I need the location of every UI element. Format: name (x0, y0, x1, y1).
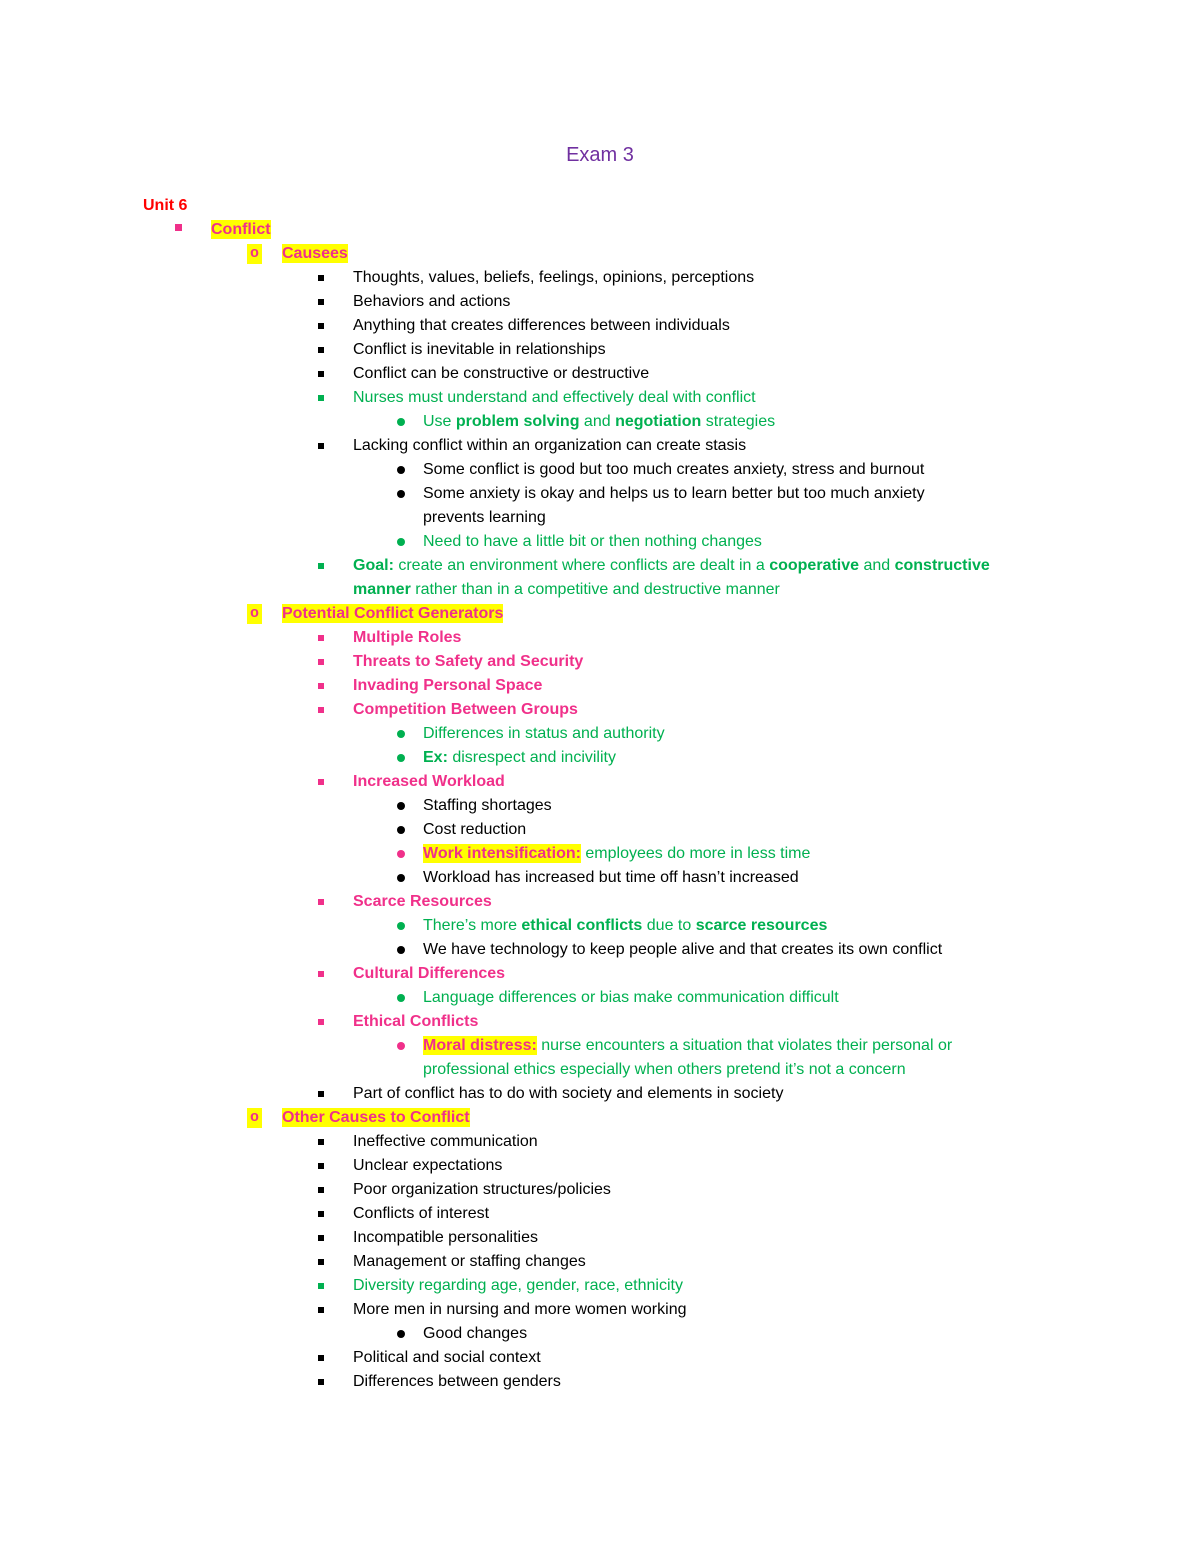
dot-bullet-icon (397, 802, 405, 810)
list-item (0, 1154, 1200, 1178)
item-text-bold: constructive (894, 557, 990, 574)
item-text: Language differences or bias make communication difficult (423, 989, 839, 1006)
square-bullet-icon (318, 1139, 324, 1145)
dot-bullet-icon (397, 754, 405, 762)
item-text: Management or staffing changes (353, 1253, 586, 1270)
list-item (0, 1346, 1200, 1370)
item-text: Unclear expectations (353, 1157, 503, 1174)
item-text-bold: Goal: (353, 557, 394, 574)
list-item (0, 1202, 1200, 1226)
square-bullet-icon (175, 224, 182, 231)
item-text: There’s more (423, 917, 522, 934)
sub-list-item (0, 746, 1200, 770)
sub-list-item (0, 1034, 1200, 1058)
dot-bullet-icon (397, 490, 405, 498)
square-bullet-icon (318, 1307, 324, 1313)
square-bullet-icon (318, 443, 324, 449)
list-item (0, 1370, 1200, 1394)
item-text: Ineffective communication (353, 1133, 538, 1150)
list-item (0, 290, 1200, 314)
item-text: Political and social context (353, 1349, 541, 1366)
item-text-bold: Ethical Conflicts (353, 1013, 479, 1030)
item-text: Good changes (423, 1325, 528, 1342)
item-text: Diversity regarding age, gender, race, ethnicity (353, 1277, 683, 1294)
square-bullet-icon (318, 899, 324, 905)
item-text-bold: Multiple Roles (353, 629, 462, 646)
list-item (0, 1274, 1200, 1298)
item-text-bold: scarce resources (695, 917, 828, 934)
dot-bullet-icon (397, 874, 405, 882)
sub-list-item (0, 986, 1200, 1010)
sub-list-item (0, 842, 1200, 866)
sub-list-item (0, 818, 1200, 842)
item-text: Conflicts of interest (353, 1205, 490, 1222)
subtopic-label: Potential Conflict Generators (282, 605, 504, 622)
item-text: Staffing shortages (423, 797, 552, 814)
sub-list-item (0, 458, 1200, 482)
item-text: Differences in status and authority (423, 725, 665, 742)
list-item-continued (0, 578, 1200, 602)
item-text-bold: cooperative (769, 557, 860, 574)
dot-bullet-icon (397, 922, 405, 930)
sub-list-item (0, 914, 1200, 938)
square-bullet-icon (318, 563, 324, 569)
item-text: Part of conflict has to do with society and elements in society (353, 1085, 784, 1102)
list-item (0, 386, 1200, 410)
sub-list-item (0, 1322, 1200, 1346)
list-item (0, 1250, 1200, 1274)
dot-bullet-icon (397, 1330, 405, 1338)
item-text: Anything that creates differences between individuals (353, 317, 730, 334)
item-text-bold: Competition Between Groups (353, 701, 578, 718)
sub-list-item-continued (0, 1058, 1200, 1082)
item-text: Nurses must understand and effectively deal with conflict (353, 389, 756, 406)
dot-bullet-icon (397, 994, 405, 1002)
item-text: prevents learning (423, 509, 546, 526)
list-item (0, 266, 1200, 290)
list-item (0, 1298, 1200, 1322)
item-text: Poor organization structures/policies (353, 1181, 611, 1198)
square-bullet-icon (318, 1379, 324, 1385)
term-highlight: Work intensification: (423, 845, 581, 862)
item-text: Workload has increased but time off hasn’t increased (423, 869, 799, 886)
o-bullet-marker: o (247, 244, 262, 264)
item-text: Need to have a little bit or then nothing changes (423, 533, 762, 550)
sub-list-item (0, 938, 1200, 962)
topic-label: Conflict (211, 221, 271, 238)
list-item (0, 674, 1200, 698)
square-bullet-icon (318, 707, 324, 713)
list-item (0, 434, 1200, 458)
list-item (0, 626, 1200, 650)
item-text-bold: manner (353, 581, 411, 598)
list-item (0, 1010, 1200, 1034)
square-bullet-icon (318, 1211, 324, 1217)
item-text: employees do more in less time (580, 845, 811, 862)
dot-bullet-icon (397, 1042, 405, 1050)
list-item (0, 1130, 1200, 1154)
item-text-bold: negotiation (615, 413, 702, 430)
item-text: rather than in a competitive and destructive manner (410, 581, 780, 598)
subtopic-label: Other Causes to Conflict (282, 1109, 470, 1126)
topic-conflict (0, 218, 1200, 242)
item-text: More men in nursing and more women working (353, 1301, 687, 1318)
item-text-bold: Threats to Safety and Security (353, 653, 584, 670)
item-text: Lacking conflict within an organization can create stasis (353, 437, 747, 454)
item-text: strategies (701, 413, 776, 430)
term-highlight: Moral distress: (423, 1037, 537, 1054)
subtopic-causes (0, 242, 1200, 266)
item-text: Thoughts, values, beliefs, feelings, opinions, perceptions (353, 269, 755, 286)
item-text: Conflict is inevitable in relationships (353, 341, 606, 358)
item-text-bold: Scarce Resources (353, 893, 492, 910)
square-bullet-icon (318, 659, 324, 665)
list-item (0, 1082, 1200, 1106)
item-text: nurse encounters a situation that violates their personal or (536, 1037, 953, 1054)
item-text: and (579, 413, 616, 430)
item-text-bold: Ex: (423, 749, 448, 766)
sub-list-item (0, 410, 1200, 434)
item-text: Some anxiety is okay and helps us to learn better but too much anxiety (423, 485, 925, 502)
o-bullet-marker: o (247, 604, 262, 624)
list-item (0, 362, 1200, 386)
sub-list-item (0, 530, 1200, 554)
square-bullet-icon (318, 1355, 324, 1361)
square-bullet-icon (318, 683, 324, 689)
square-bullet-icon (318, 1259, 324, 1265)
item-text: Some conflict is good but too much creates anxiety, stress and burnout (423, 461, 925, 478)
dot-bullet-icon (397, 538, 405, 546)
square-bullet-icon (318, 1163, 324, 1169)
square-bullet-icon (318, 347, 324, 353)
sub-list-item (0, 794, 1200, 818)
item-text-bold: Invading Personal Space (353, 677, 543, 694)
unit-heading: Unit 6 (143, 197, 188, 214)
o-bullet-marker: o (247, 1108, 262, 1128)
square-bullet-icon (318, 1091, 324, 1097)
item-text: and (859, 557, 895, 574)
dot-bullet-icon (397, 730, 405, 738)
dot-bullet-icon (397, 826, 405, 834)
subtopic-potential-conflict-generators (0, 602, 1200, 626)
item-text-bold: ethical conflicts (521, 917, 643, 934)
item-text: Use (423, 413, 456, 430)
dot-bullet-icon (397, 946, 405, 954)
item-text-bold: Increased Workload (353, 773, 505, 790)
list-item (0, 770, 1200, 794)
item-text: create an environment where conflicts are dealt in a (393, 557, 770, 574)
subtopic-other-causes (0, 1106, 1200, 1130)
dot-bullet-icon (397, 466, 405, 474)
square-bullet-icon (318, 275, 324, 281)
list-item (0, 554, 1200, 578)
list-item (0, 698, 1200, 722)
list-item (0, 962, 1200, 986)
dot-bullet-icon (397, 850, 405, 858)
list-item (0, 1226, 1200, 1250)
square-bullet-icon (318, 1187, 324, 1193)
item-text: Behaviors and actions (353, 293, 511, 310)
item-text: We have technology to keep people alive and that creates its own conflict (423, 941, 943, 958)
square-bullet-icon (318, 395, 324, 401)
square-bullet-icon (318, 635, 324, 641)
item-text: Incompatible personalities (353, 1229, 538, 1246)
sub-list-item (0, 482, 1200, 506)
dot-bullet-icon (397, 418, 405, 426)
sub-list-item (0, 866, 1200, 890)
square-bullet-icon (318, 323, 324, 329)
list-item (0, 338, 1200, 362)
item-text-bold: problem solving (455, 413, 580, 430)
list-item (0, 890, 1200, 914)
sub-list-item (0, 722, 1200, 746)
item-text: Cost reduction (423, 821, 527, 838)
square-bullet-icon (318, 971, 324, 977)
square-bullet-icon (318, 1283, 324, 1289)
square-bullet-icon (318, 299, 324, 305)
list-item (0, 314, 1200, 338)
item-text: disrespect and incivility (447, 749, 616, 766)
item-text: professional ethics especially when others pretend it’s not a concern (423, 1061, 906, 1078)
item-text-bold: Cultural Differences (353, 965, 506, 982)
subtopic-label: Causees (282, 245, 348, 262)
list-item (0, 650, 1200, 674)
item-text: Conflict can be constructive or destructive (353, 365, 650, 382)
square-bullet-icon (318, 1019, 324, 1025)
document-title: Exam 3 (566, 144, 634, 166)
item-text: due to (642, 917, 696, 934)
square-bullet-icon (318, 371, 324, 377)
square-bullet-icon (318, 1235, 324, 1241)
document-body (0, 194, 1200, 1394)
list-item (0, 1178, 1200, 1202)
item-text: Differences between genders (353, 1373, 561, 1390)
sub-list-item-continued (0, 506, 1200, 530)
square-bullet-icon (318, 779, 324, 785)
